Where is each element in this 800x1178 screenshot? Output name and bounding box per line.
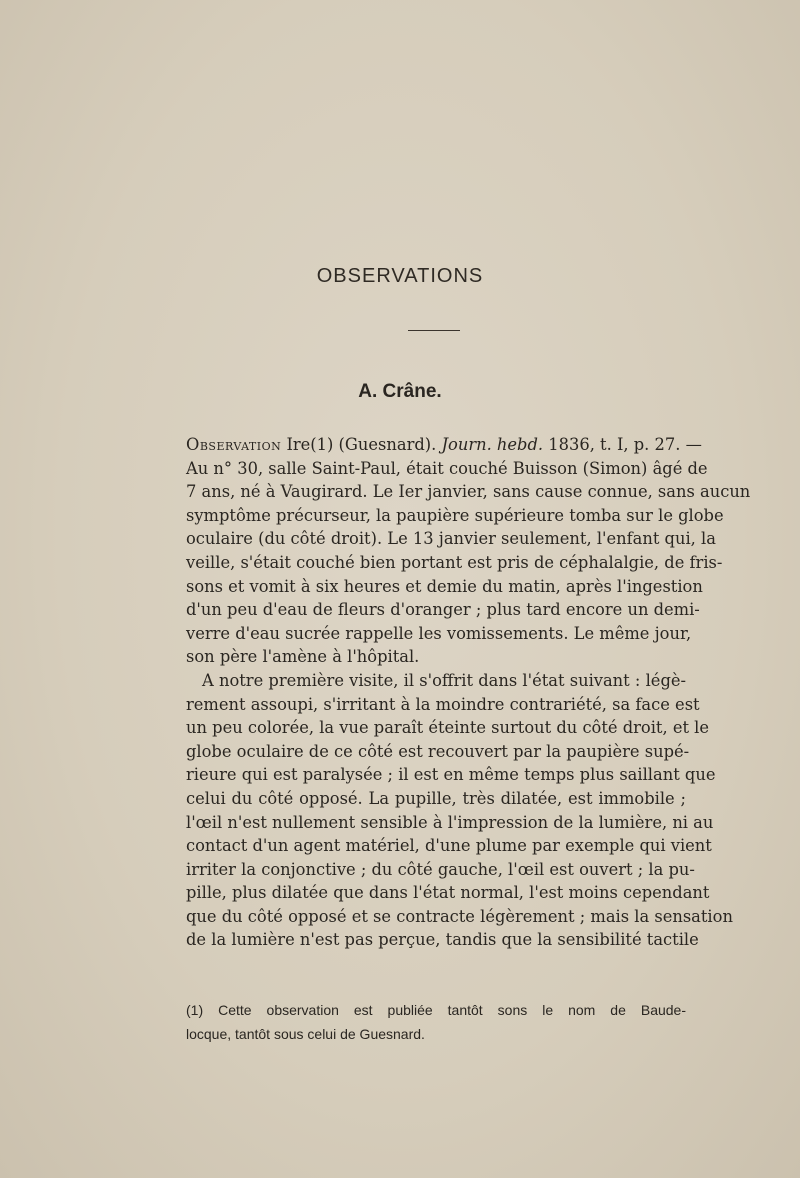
text-line: symptôme précurseur, la paupière supérieure tomba sur le globe [186,505,724,525]
text-line: A notre première visite, il s'offrit dans l'état suivant : légè- [202,670,686,690]
footnote-line: (1) Cette observation est publiée tantôt sons le nom de Baude- [186,1002,686,1018]
text-line: d'un peu d'eau de fleurs d'oranger ; plus tard encore un demi- [186,600,700,620]
title-divider [408,330,460,331]
text-line: de la lumière n'est pas perçue, tandis que la sensibilité tactile [186,930,699,950]
text-line: irriter la conjonctive ; du côté gauche, l'œil est ouvert ; la pu- [186,859,695,879]
observation-number: Ire(1) (Guesnard). [286,435,437,454]
text-line: contact d'un agent matériel, d'une plume par exemple qui vient [186,836,712,856]
section-title: OBSERVATIONS [316,265,484,287]
text-line: oculaire (du côté droit). Le 13 janvier seulement, l'enfant qui, la [186,529,716,549]
text-line: sons et vomit à six heures et demie du matin, après l'ingestion [186,576,703,596]
text-line: Au n° 30, salle Saint-Paul, était couché Buisson (Simon) âgé de [186,458,708,478]
text-line: globe oculaire de ce côté est recouvert par la paupière supé- [186,741,690,761]
text-line: que du côté opposé et se contracte légèrement ; mais la sensation [186,906,733,926]
text-line: son père l'amène à l'hôpital. [186,647,420,667]
observation-heading-line [186,433,702,457]
text-line: rieure qui est paralysée ; il est en même temps plus saillant que [186,765,716,785]
text-line: un peu colorée, la vue paraît éteinte surtout du côté droit, et le [186,718,710,738]
observation-text [186,433,751,952]
journal-citation: 1836, t. I, p. 27. — [548,435,702,454]
text-line: veille, s'était couché bien portant est pris de céphalalgie, de fris- [186,552,723,572]
observation-label: Observation [186,435,282,454]
text-line: 7 ans, né à Vaugirard. Le Ier janvier, sans cause connue, sans aucun [186,482,751,502]
text-line: rement assoupi, s'irritant à la moindre contrariété, sa face est [186,694,700,714]
text-line: l'œil n'est nullement sensible à l'impression de la lumière, ni au [186,812,714,832]
journal-name: Journ. hebd. [441,435,544,454]
text-line: pille, plus dilatée que dans l'état normal, l'est moins cependant [186,883,710,903]
text-line: verre d'eau sucrée rappelle les vomissements. Le même jour, [186,623,692,643]
footnote-line: locque, tantôt sous celui de Guesnard. [186,1025,425,1042]
subsection-title: A. Crâne. [358,381,442,402]
footnote [186,1000,686,1047]
text-line: celui du côté opposé. La pupille, très dilatée, est immobile ; [186,788,686,808]
